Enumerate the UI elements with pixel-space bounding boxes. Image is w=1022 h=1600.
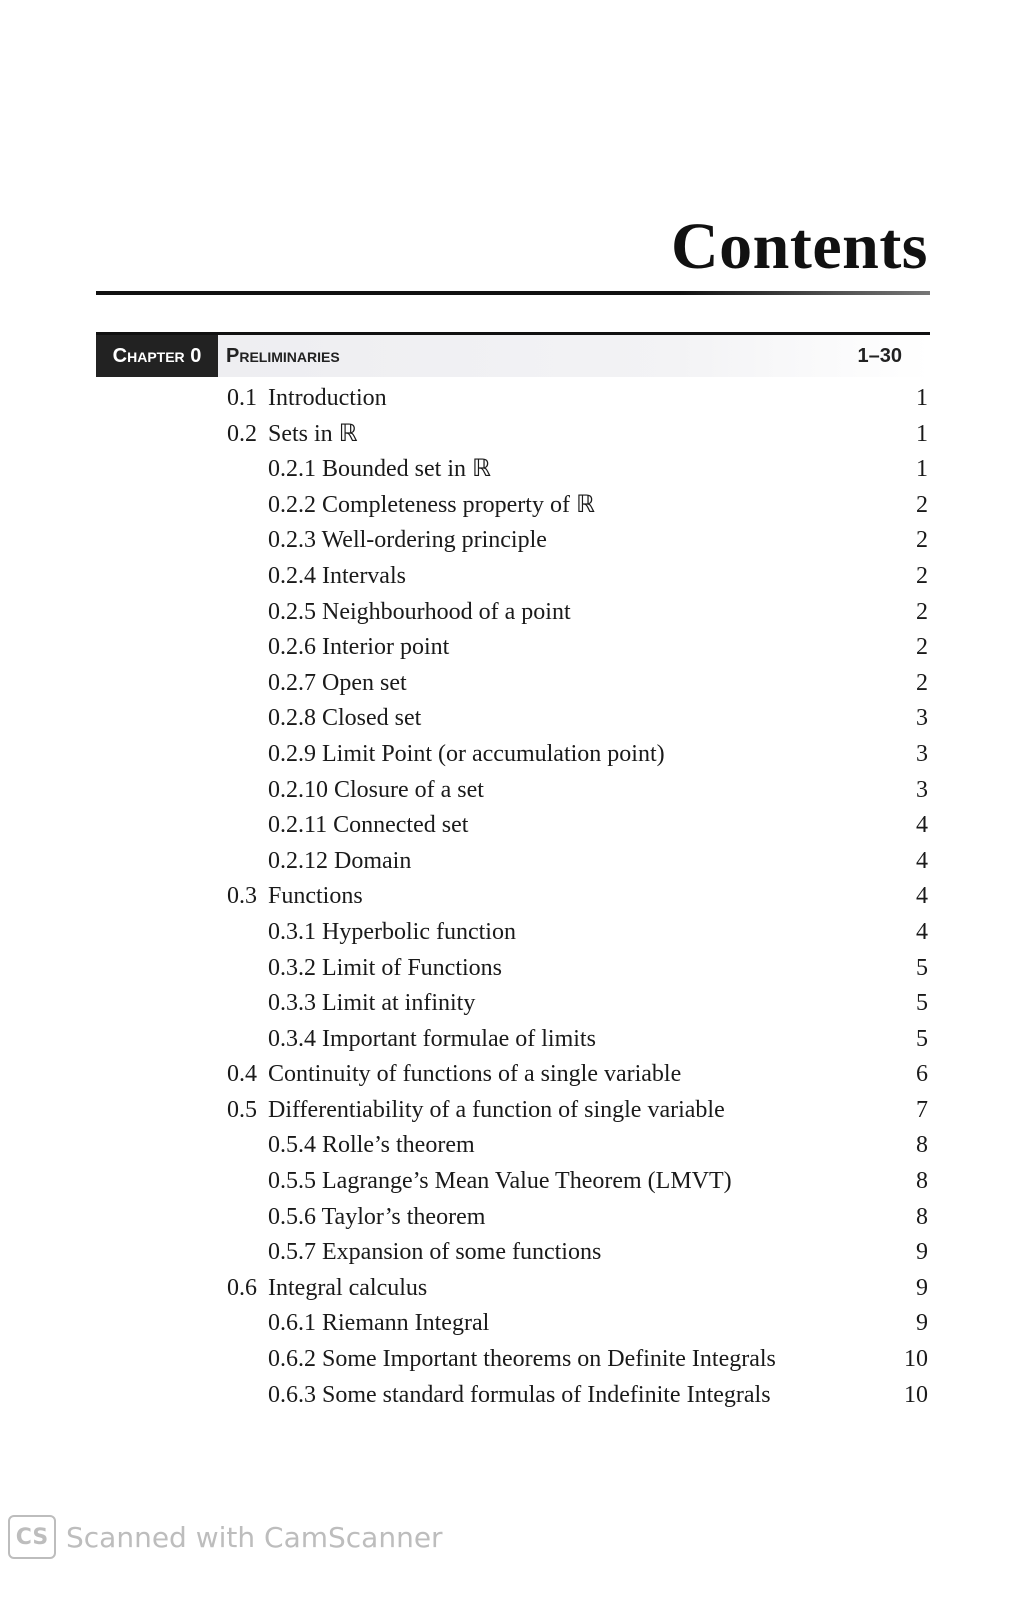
toc-subsection[interactable] <box>0 1022 1022 1058</box>
toc-title: 0.3.3 Limit at infinity <box>268 990 476 1017</box>
toc-title: 0.6.1 Riemann Integral <box>268 1310 490 1337</box>
toc-page-number: 8 <box>916 1203 928 1230</box>
toc-title: 0.2.6 Interior point <box>268 634 450 661</box>
toc-page-number: 6 <box>916 1061 928 1088</box>
toc-title: 0.2.4 Intervals <box>268 562 406 589</box>
toc-page-number: 1 <box>916 420 928 447</box>
toc-number: 0.2 <box>227 420 257 447</box>
toc-title: 0.2.9 Limit Point (or accumulation point) <box>268 740 665 767</box>
toc-title: 0.5.6 Taylor’s theorem <box>268 1203 486 1230</box>
toc-section[interactable] <box>0 1093 1022 1129</box>
toc-title: 0.3.1 Hyperbolic function <box>268 918 516 945</box>
scanner-watermark <box>8 1514 443 1560</box>
toc-subsection[interactable] <box>0 808 1022 844</box>
toc-subsection[interactable] <box>0 1342 1022 1378</box>
toc-subsection[interactable] <box>0 1235 1022 1271</box>
toc-page-number: 9 <box>916 1239 928 1266</box>
toc-title: 0.5.4 Rolle’s theorem <box>268 1132 475 1159</box>
toc-subsection[interactable] <box>0 523 1022 559</box>
table-of-contents <box>0 381 1022 1413</box>
toc-subsection[interactable] <box>0 1306 1022 1342</box>
toc-title: 0.6.2 Some Important theorems on Definite Integrals <box>268 1346 776 1373</box>
toc-page-number: 1 <box>916 456 928 483</box>
toc-number: 0.6 <box>227 1274 257 1301</box>
chapter-header[interactable] <box>96 332 930 377</box>
toc-section[interactable] <box>0 1271 1022 1307</box>
toc-page-number: 2 <box>916 598 928 625</box>
toc-subsection[interactable] <box>0 951 1022 987</box>
toc-section[interactable] <box>0 879 1022 915</box>
toc-subsection[interactable] <box>0 915 1022 951</box>
toc-title: 0.2.2 Completeness property of ℝ <box>268 491 595 518</box>
toc-subsection[interactable] <box>0 844 1022 880</box>
toc-page-number: 8 <box>916 1168 928 1195</box>
toc-title: 0.2.5 Neighbourhood of a point <box>268 598 571 625</box>
toc-page-number: 10 <box>904 1381 928 1408</box>
toc-title: 0.5.7 Expansion of some functions <box>268 1239 602 1266</box>
toc-page-number: 4 <box>916 918 928 945</box>
toc-title: Continuity of functions of a single variable <box>268 1061 682 1088</box>
chapter-page-range: 1–30 <box>857 344 902 367</box>
toc-subsection[interactable] <box>0 1128 1022 1164</box>
toc-title: 0.2.12 Domain <box>268 847 412 874</box>
toc-title: 0.2.3 Well-ordering principle <box>268 527 547 554</box>
toc-subsection[interactable] <box>0 666 1022 702</box>
toc-subsection[interactable] <box>0 452 1022 488</box>
toc-page-number: 5 <box>916 990 928 1017</box>
toc-page-number: 3 <box>916 705 928 732</box>
toc-number: 0.5 <box>227 1096 257 1123</box>
toc-title: 0.2.10 Closure of a set <box>268 776 484 803</box>
toc-title: 0.3.4 Important formulae of limits <box>268 1025 596 1052</box>
toc-page-number: 5 <box>916 1025 928 1052</box>
toc-page-number: 2 <box>916 634 928 661</box>
toc-page-number: 4 <box>916 883 928 910</box>
toc-subsection[interactable] <box>0 559 1022 595</box>
toc-subsection[interactable] <box>0 630 1022 666</box>
toc-title: 0.3.2 Limit of Functions <box>268 954 502 981</box>
toc-subsection[interactable] <box>0 1200 1022 1236</box>
toc-title: 0.6.3 Some standard formulas of Indefinite Integrals <box>268 1381 771 1408</box>
toc-page-number: 7 <box>916 1096 928 1123</box>
toc-number: 0.3 <box>227 883 257 910</box>
toc-subsection[interactable] <box>0 1164 1022 1200</box>
toc-title: Sets in ℝ <box>268 420 358 447</box>
toc-title: Introduction <box>268 385 387 411</box>
toc-title: 0.2.1 Bounded set in ℝ <box>268 456 491 483</box>
toc-section[interactable] <box>0 381 1022 417</box>
toc-subsection[interactable] <box>0 986 1022 1022</box>
toc-section[interactable] <box>0 1057 1022 1093</box>
toc-subsection[interactable] <box>0 1378 1022 1414</box>
toc-page-number: 9 <box>916 1274 928 1301</box>
toc-page-number: 3 <box>916 776 928 803</box>
title-rule <box>96 291 930 295</box>
toc-page-number: 2 <box>916 669 928 696</box>
page-title: Contents <box>670 210 928 283</box>
toc-page-number: 1 <box>916 385 928 411</box>
toc-page-number: 4 <box>916 812 928 839</box>
chapter-label: Chapter 0 <box>96 335 218 377</box>
toc-number: 0.1 <box>227 385 257 411</box>
toc-subsection[interactable] <box>0 773 1022 809</box>
toc-page-number: 4 <box>916 847 928 874</box>
toc-page-number: 10 <box>904 1346 928 1373</box>
toc-title: Functions <box>268 883 363 910</box>
toc-title: 0.5.5 Lagrange’s Mean Value Theorem (LMVT) <box>268 1168 732 1195</box>
toc-page-number: 5 <box>916 954 928 981</box>
toc-page-number: 9 <box>916 1310 928 1337</box>
toc-page-number: 3 <box>916 740 928 767</box>
toc-subsection[interactable] <box>0 701 1022 737</box>
toc-title: 0.2.8 Closed set <box>268 705 422 732</box>
chapter-title: Preliminaries <box>226 344 340 367</box>
toc-subsection[interactable] <box>0 595 1022 631</box>
toc-title: 0.2.7 Open set <box>268 669 407 696</box>
toc-page-number: 8 <box>916 1132 928 1159</box>
toc-number: 0.4 <box>227 1061 257 1088</box>
toc-section[interactable] <box>0 417 1022 453</box>
toc-page-number: 2 <box>916 491 928 518</box>
toc-title: 0.2.11 Connected set <box>268 812 469 839</box>
toc-title: Differentiability of a function of single variable <box>268 1096 725 1123</box>
toc-page-number: 2 <box>916 562 928 589</box>
watermark-text: Scanned with CamScanner <box>66 1520 443 1554</box>
toc-subsection[interactable] <box>0 737 1022 773</box>
toc-page-number: 2 <box>916 527 928 554</box>
toc-title: Integral calculus <box>268 1274 428 1301</box>
camscanner-logo-icon: CS <box>8 1515 56 1559</box>
toc-subsection[interactable] <box>0 488 1022 524</box>
